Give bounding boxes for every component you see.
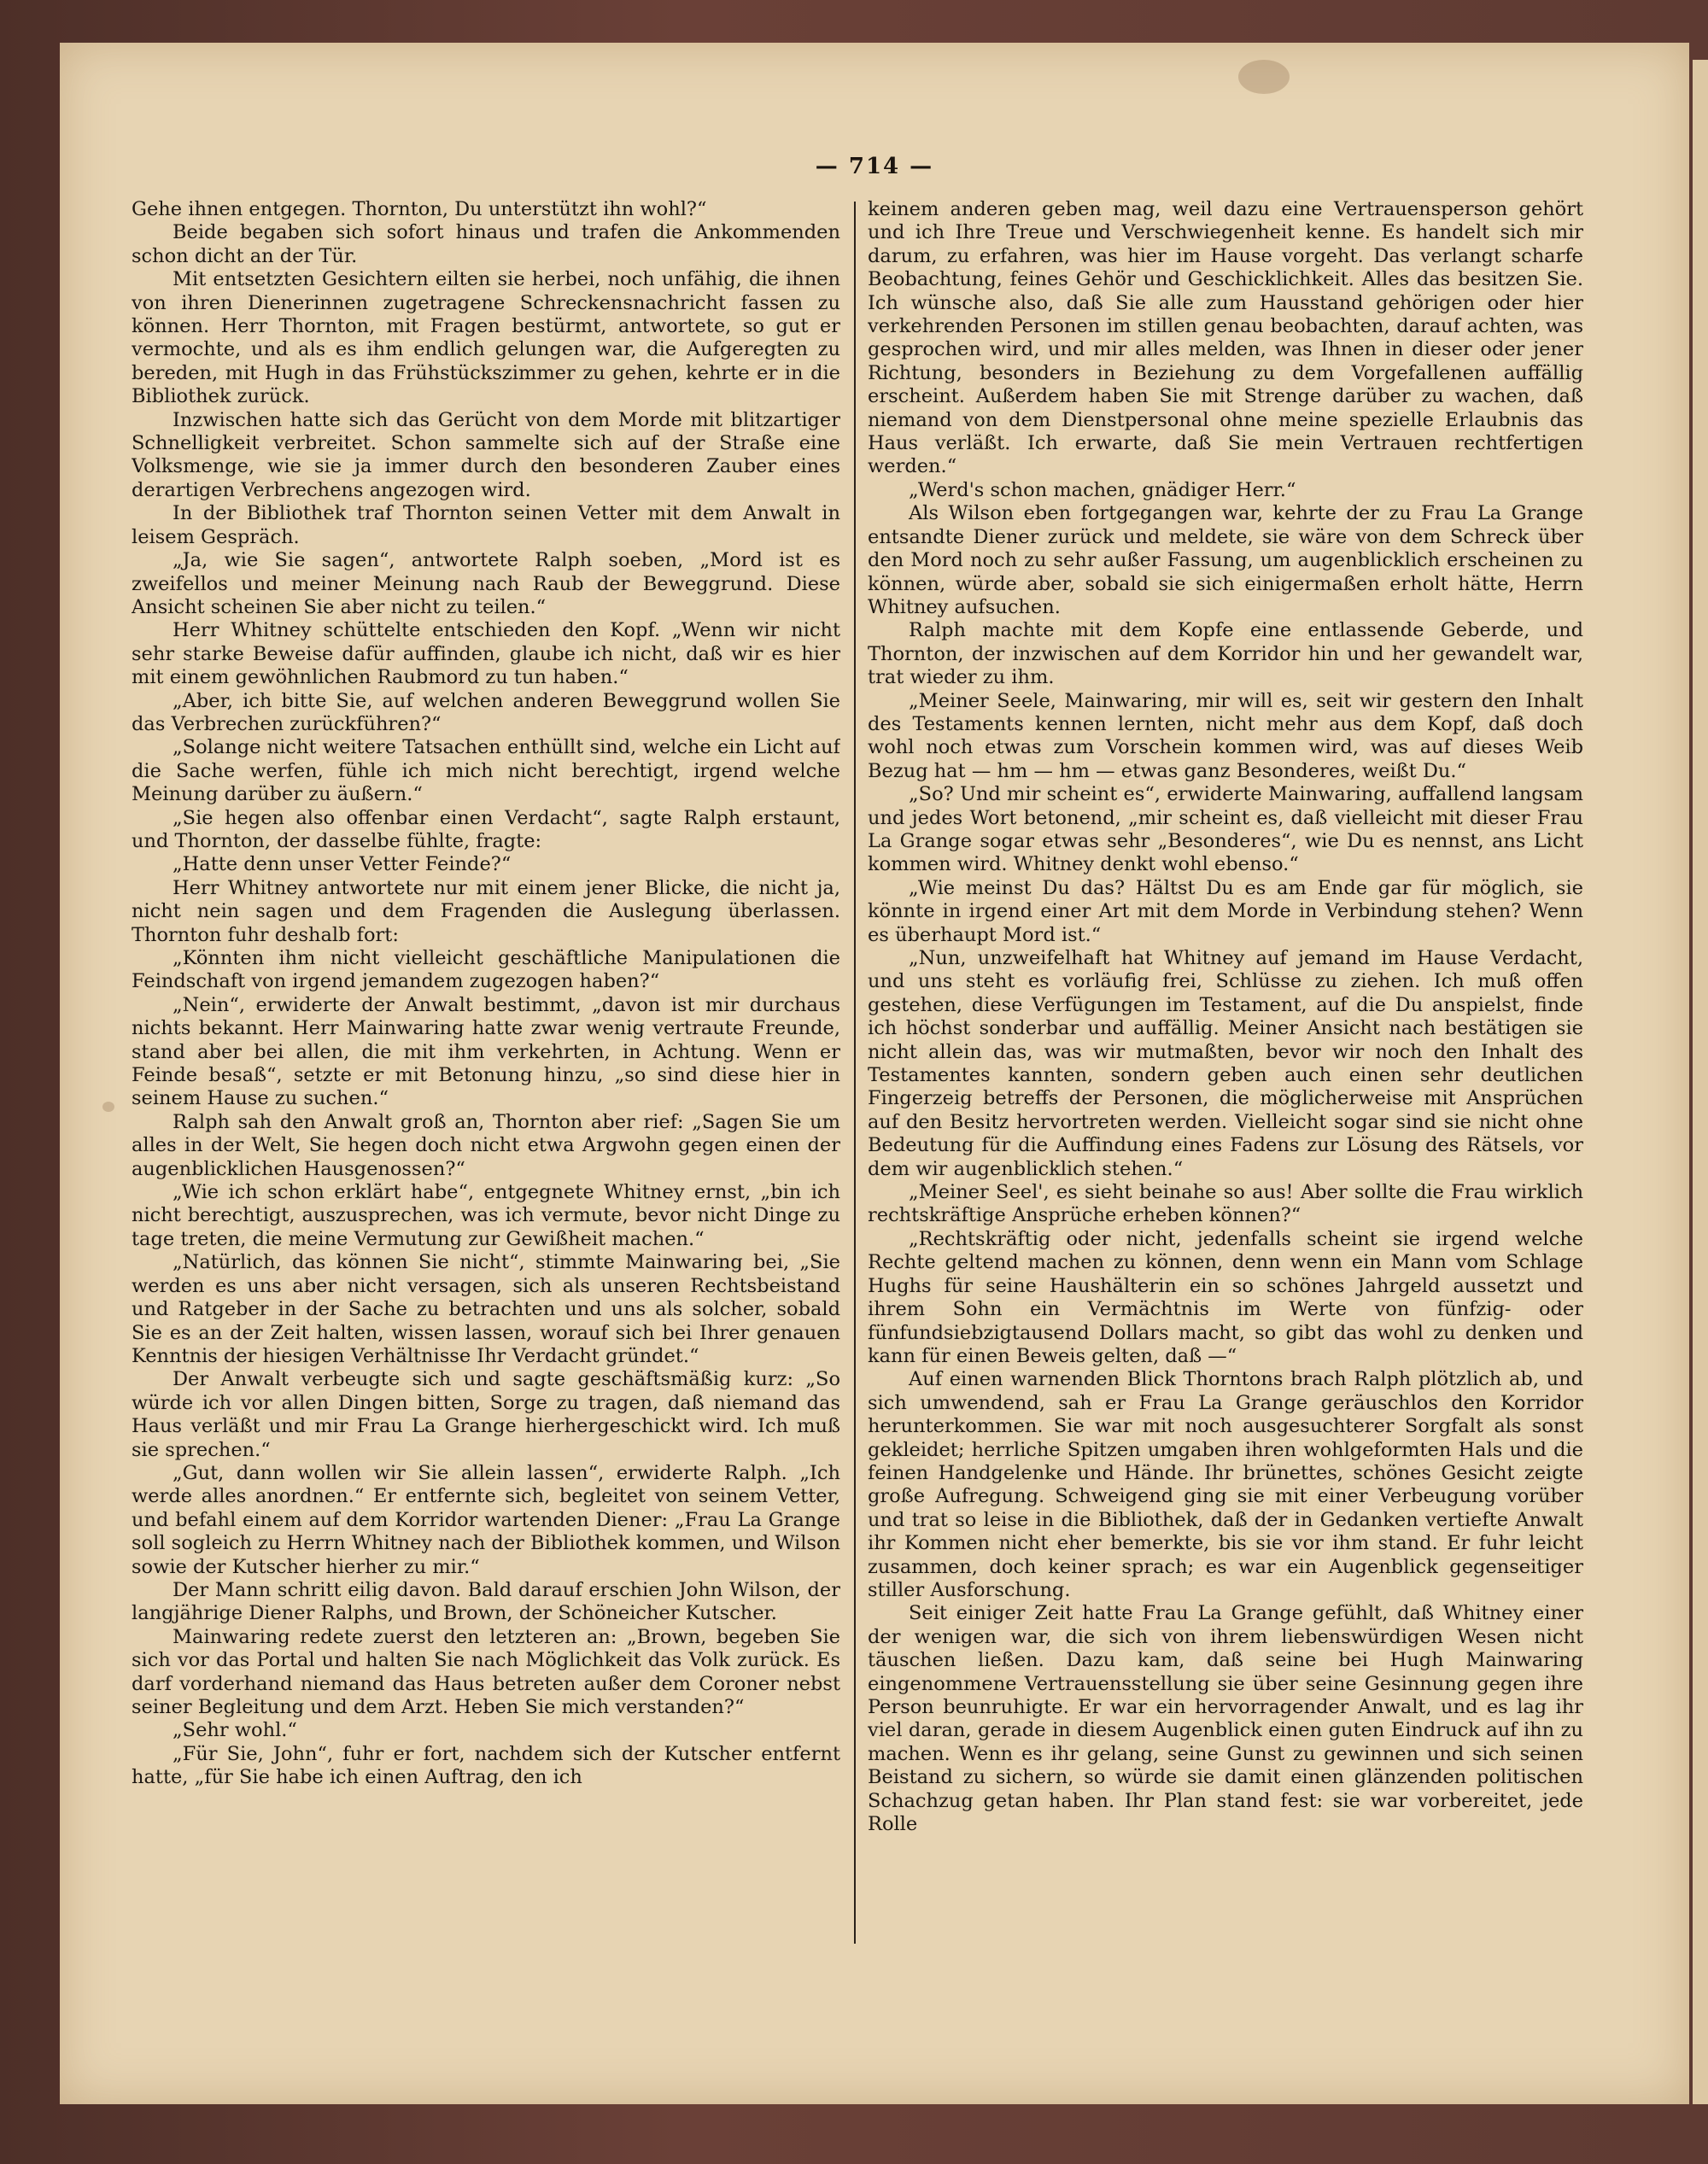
paragraph: „Nein“, erwiderte der Anwalt bestimmt, „davon ist mir durchaus nichts bekannt. Herr Mainwaring hatte zwar wenig vertraute Freunde, stand aber bei allen, die mit ihm verkehrten, in Achtung. Wenn er Feinde besaß“, setzte er mit Betonung hinzu, „so sind diese hier in seinem Hause zu suchen.“ — [132, 993, 840, 1110]
paper-stain — [102, 1102, 114, 1112]
paragraph: Beide begaben sich sofort hinaus und trafen die Ankommenden schon dicht an der Tür. — [132, 221, 840, 267]
page-edge — [1693, 60, 1708, 2104]
column-divider — [854, 202, 856, 1944]
paragraph: „Meiner Seel', es sieht beinahe so aus! Aber sollte die Frau wirklich rechtskräftige Ansprüche erheben können?“ — [868, 1181, 1583, 1227]
paragraph: „Aber, ich bitte Sie, auf welchen anderen Beweggrund wollen Sie das Verbrechen zurückführen?“ — [132, 689, 840, 735]
paragraph: Gehe ihnen entgegen. Thornton, Du unterstützt ihn wohl?“ — [132, 198, 707, 220]
paragraph: „Ja, wie Sie sagen“, antwortete Ralph soeben, „Mord ist es zweifellos und meiner Meinung nach Raub der Beweggrund. Diese Ansicht scheinen Sie aber nicht zu teilen.“ — [132, 549, 840, 618]
paragraph: „Sie hegen also offenbar einen Verdacht“, sagte Ralph erstaunt, und Thornton, der dasselbe fühlte, fragte: — [132, 806, 840, 852]
paragraph: Als Wilson eben fortgegangen war, kehrte der zu Frau La Grange entsandte Diener zurück und meldete, sie wäre von dem Schreck über den Mord noch zu sehr außer Fassung, um augenblicklich erscheinen zu können, würde aber, sobald sie sich einigermaßen erholt hätte, Herrn Whitney aufsuchen. — [868, 502, 1583, 618]
paragraph: In der Bibliothek traf Thornton seinen Vetter mit dem Anwalt in leisem Gespräch. — [132, 502, 840, 548]
text-column-right — [868, 198, 1583, 1940]
paragraph: Ralph sah den Anwalt groß an, Thornton aber rief: „Sagen Sie um alles in der Welt, Sie hegen doch nicht etwa Argwohn gegen einen der augenblicklichen Hausgenossen?“ — [132, 1110, 840, 1180]
paragraph: Herr Whitney schüttelte entschieden den Kopf. „Wenn wir nicht sehr starke Beweise dafür auffinden, glaube ich nicht, daß wir es hier mit einem gewöhnlichen Raubmord zu tun haben.“ — [132, 619, 840, 689]
paragraph: Seit einiger Zeit hatte Frau La Grange gefühlt, daß Whitney einer der wenigen war, die sich von ihrem liebenswürdigen Wesen nicht täuschen ließen. Dazu kam, daß seine bei Hugh Mainwaring eingenommene Vertrauensstellung sie über seine Gesinnung gegen ihre Person beunruhigte. Er war ein hervorragender Anwalt, und es lag ihr viel daran, gerade in diesem Augenblick einen guten Eindruck auf ihn zu machen. Wenn es ihr gelang, seine Gunst zu gewinnen und sich seinen Beistand zu sichern, so würde sie damit einen glänzenden politischen Schachzug getan haben. Ihr Plan stand fest: sie war vorbereitet, jede Rolle — [868, 1602, 1583, 1836]
paragraph: „Wie ich schon erklärt habe“, entgegnete Whitney ernst, „bin ich nicht berechtigt, auszusprechen, was ich vermute, bevor nicht Dinge zu tage treten, die meine Vermutung zur Gewißheit machen.“ — [132, 1181, 840, 1250]
paper-stain — [1238, 60, 1290, 94]
paragraph: „Meiner Seele, Mainwaring, mir will es, seit wir gestern den Inhalt des Testaments kennen lernten, nicht mehr aus dem Kopf, daß doch wohl noch etwas zum Vorschein kommen wird, was auf dieses Weib Bezug hat — hm — hm — etwas ganz Besonderes, weißt Du.“ — [868, 689, 1583, 782]
paragraph: „Könnten ihm nicht vielleicht geschäftliche Manipulationen die Feindschaft von irgend jemandem zugezogen haben?“ — [132, 947, 840, 993]
paragraph: „Für Sie, John“, fuhr er fort, nachdem sich der Kutscher entfernt hatte, „für Sie habe ich einen Auftrag, den ich — [132, 1742, 840, 1789]
paragraph: „Hatte denn unser Vetter Feinde?“ — [173, 853, 512, 876]
paragraph: Der Anwalt verbeugte sich und sagte geschäftsmäßig kurz: „So würde ich vor allen Dingen bitten, Sorge zu tragen, daß niemand das Haus verläßt und mir Frau La Grange hierhergeschickt wird. Ich muß sie sprechen.“ — [132, 1368, 840, 1461]
paragraph: Auf einen warnenden Blick Thorntons brach Ralph plötzlich ab, und sich umwendend, sah er Frau La Grange geräuschlos den Korridor herunterkommen. Sie war mit noch ausgesuchterer Sorgfalt als sonst gekleidet; herrliche Spitzen umgaben ihren wohlgeformten Hals und die feinen Handgelenke und Hände. Ihr brünettes, schönes Gesicht zeigte große Aufregung. Schweigend ging sie mit einer Verbeugung vorüber und trat so leise in die Bibliothek, daß der in Gedanken vertiefte Anwalt ihr Kommen nicht eher bemerkte, bis sie vor ihm stand. Er fuhr leicht zusammen, doch keiner sprach; es war ein Augenblick gegenseitiger stiller Ausforschung. — [868, 1368, 1583, 1601]
paragraph: Herr Whitney antwortete nur mit einem jener Blicke, die nicht ja, nicht nein sagen und dem Fragenden die Auslegung überlassen. Thornton fuhr deshalb fort: — [132, 876, 840, 946]
paragraph: Mit entsetzten Gesichtern eilten sie herbei, noch unfähig, die ihnen von ihren Dienerinnen zugetragene Schreckensnachricht fassen zu können. Herr Thornton, mit Fragen bestürmt, antwortete, so gut er vermochte, und als es ihm endlich gelungen war, die Aufgeregten zu bereden, mit Hugh in das Frühstückszimmer zu gehen, kehrte er in die Bibliothek zurück. — [132, 268, 840, 408]
paragraph: keinem anderen geben mag, weil dazu eine Vertrauensperson gehört und ich Ihre Treue und Verschwiegenheit kenne. Es handelt sich mir darum, zu erfahren, was hier im Hause vorgeht. Das verlangt scharfe Beobachtung, feines Gehör und Geschicklichkeit. Alles das besitzen Sie. Ich wünsche also, daß Sie alle zum Hausstand gehörigen oder hier verkehrenden Personen im stillen genau beobachten, darauf achten, was gesprochen wird, und mir alles melden, was Ihnen in dieser oder jener Richtung, besonders in Beziehung zu dem Vorgefallenen auffällig erscheint. Außerdem haben Sie mit Strenge darüber zu wachen, daß niemand von dem Dienstpersonal ohne meine spezielle Erlaubnis das Haus verläßt. Ich erwarte, daß Sie mein Vertrauen rechtfertigen werden.“ — [868, 198, 1583, 478]
paragraph: „Sehr wohl.“ — [173, 1719, 297, 1742]
paragraph: „Nun, unzweifelhaft hat Whitney auf jemand im Hause Verdacht, und uns steht es vorläufig frei, Schlüsse zu ziehen. Ich muß offen gestehen, diese Verfügungen im Testament, auf die Du anspielst, finde ich höchst sonderbar und auffällig. Meiner Ansicht nach bestätigen sie nicht allein das, was wir mutmaßten, bevor wir noch den Inhalt des Testamentes kannten, sondern geben auch einen sehr deutlichen Fingerzeig betreffs der Personen, die möglicherweise mit Ansprüchen auf den Besitz hervortreten werden. Vielleicht sogar sind sie nicht ohne Bedeutung für die Auffindung eines Fadens zur Lösung des Rätsels, vor dem wir augenblicklich stehen.“ — [868, 947, 1583, 1180]
text-column-left — [132, 198, 840, 1940]
paragraph: „So? Und mir scheint es“, erwiderte Mainwaring, auffallend langsam und jedes Wort betonend, „mir scheint es, daß vielleicht mit dieser Frau La Grange sogar etwas sehr „Besonderes“, wie Du es nennst, ans Licht kommen wird. Whitney denkt wohl ebenso.“ — [868, 783, 1583, 876]
paragraph: Der Mann schritt eilig davon. Bald darauf erschien John Wilson, der langjährige Diener Ralphs, und Brown, der Schöneicher Kutscher. — [132, 1578, 840, 1625]
paragraph: „Wie meinst Du das? Hältst Du es am Ende gar für möglich, sie könnte in irgend einer Art mit dem Morde in Verbindung stehen? Wenn es überhaupt Mord ist.“ — [868, 876, 1583, 946]
paragraph: „Natürlich, das können Sie nicht“, stimmte Mainwaring bei, „Sie werden es uns aber nicht versagen, sich als unseren Rechtsbeistand und Ratgeber in der Sache zu betrachten und uns als solcher, sobald Sie es an der Zeit halten, wissen lassen, worauf sich bei Ihrer genauen Kenntnis der hiesigen Verhältnisse Ihr Verdacht gründet.“ — [132, 1251, 840, 1367]
paragraph: „Solange nicht weitere Tatsachen enthüllt sind, welche ein Licht auf die Sache werfen, fühle ich mich nicht berechtigt, irgend welche Meinung darüber zu äußern.“ — [132, 736, 840, 806]
paragraph: „Gut, dann wollen wir Sie allein lassen“, erwiderte Ralph. „Ich werde alles anordnen.“ Er entfernte sich, begleitet von seinem Vetter, und befahl einem auf dem Korridor wartenden Diener: „Frau La Grange soll sogleich zu Herrn Whitney nach der Bibliothek kommen, und Wilson sowie der Kutscher hierher zu mir.“ — [132, 1461, 840, 1578]
page-number: — 714 — — [815, 154, 934, 179]
paragraph: „Rechtskräftig oder nicht, jedenfalls scheint sie irgend welche Rechte geltend machen zu können, denn wenn ein Mann vom Schlage Hughs für seine Haushälterin ein so schönes Jahrgeld aussetzt und ihrem Sohn ein Vermächtnis im Werte von fünfzig- oder fünfundsiebzigtausend Dollars macht, so gibt das wohl zu denken und kann für einen Beweis gelten, daß —“ — [868, 1227, 1583, 1367]
paragraph: Mainwaring redete zuerst den letzteren an: „Brown, begeben Sie sich vor das Portal und halten Sie nach Möglichkeit das Volk zurück. Es darf vorderhand niemand das Haus betreten außer dem Coroner nebst seiner Begleitung und dem Arzt. Heben Sie mich verstanden?“ — [132, 1625, 840, 1718]
paragraph: Inzwischen hatte sich das Gerücht von dem Morde mit blitzartiger Schnelligkeit verbreitet. Schon sammelte sich auf der Straße eine Volksmenge, wie sie ja immer durch den besonderen Zauber eines derartigen Verbrechens angezogen wird. — [132, 408, 840, 501]
paragraph: „Werd's schon machen, gnädiger Herr.“ — [909, 478, 1296, 501]
paragraph: Ralph machte mit dem Kopfe eine entlassende Geberde, und Thornton, der inzwischen auf dem Korridor hin und her gewandelt war, trat wieder zu ihm. — [868, 619, 1583, 689]
